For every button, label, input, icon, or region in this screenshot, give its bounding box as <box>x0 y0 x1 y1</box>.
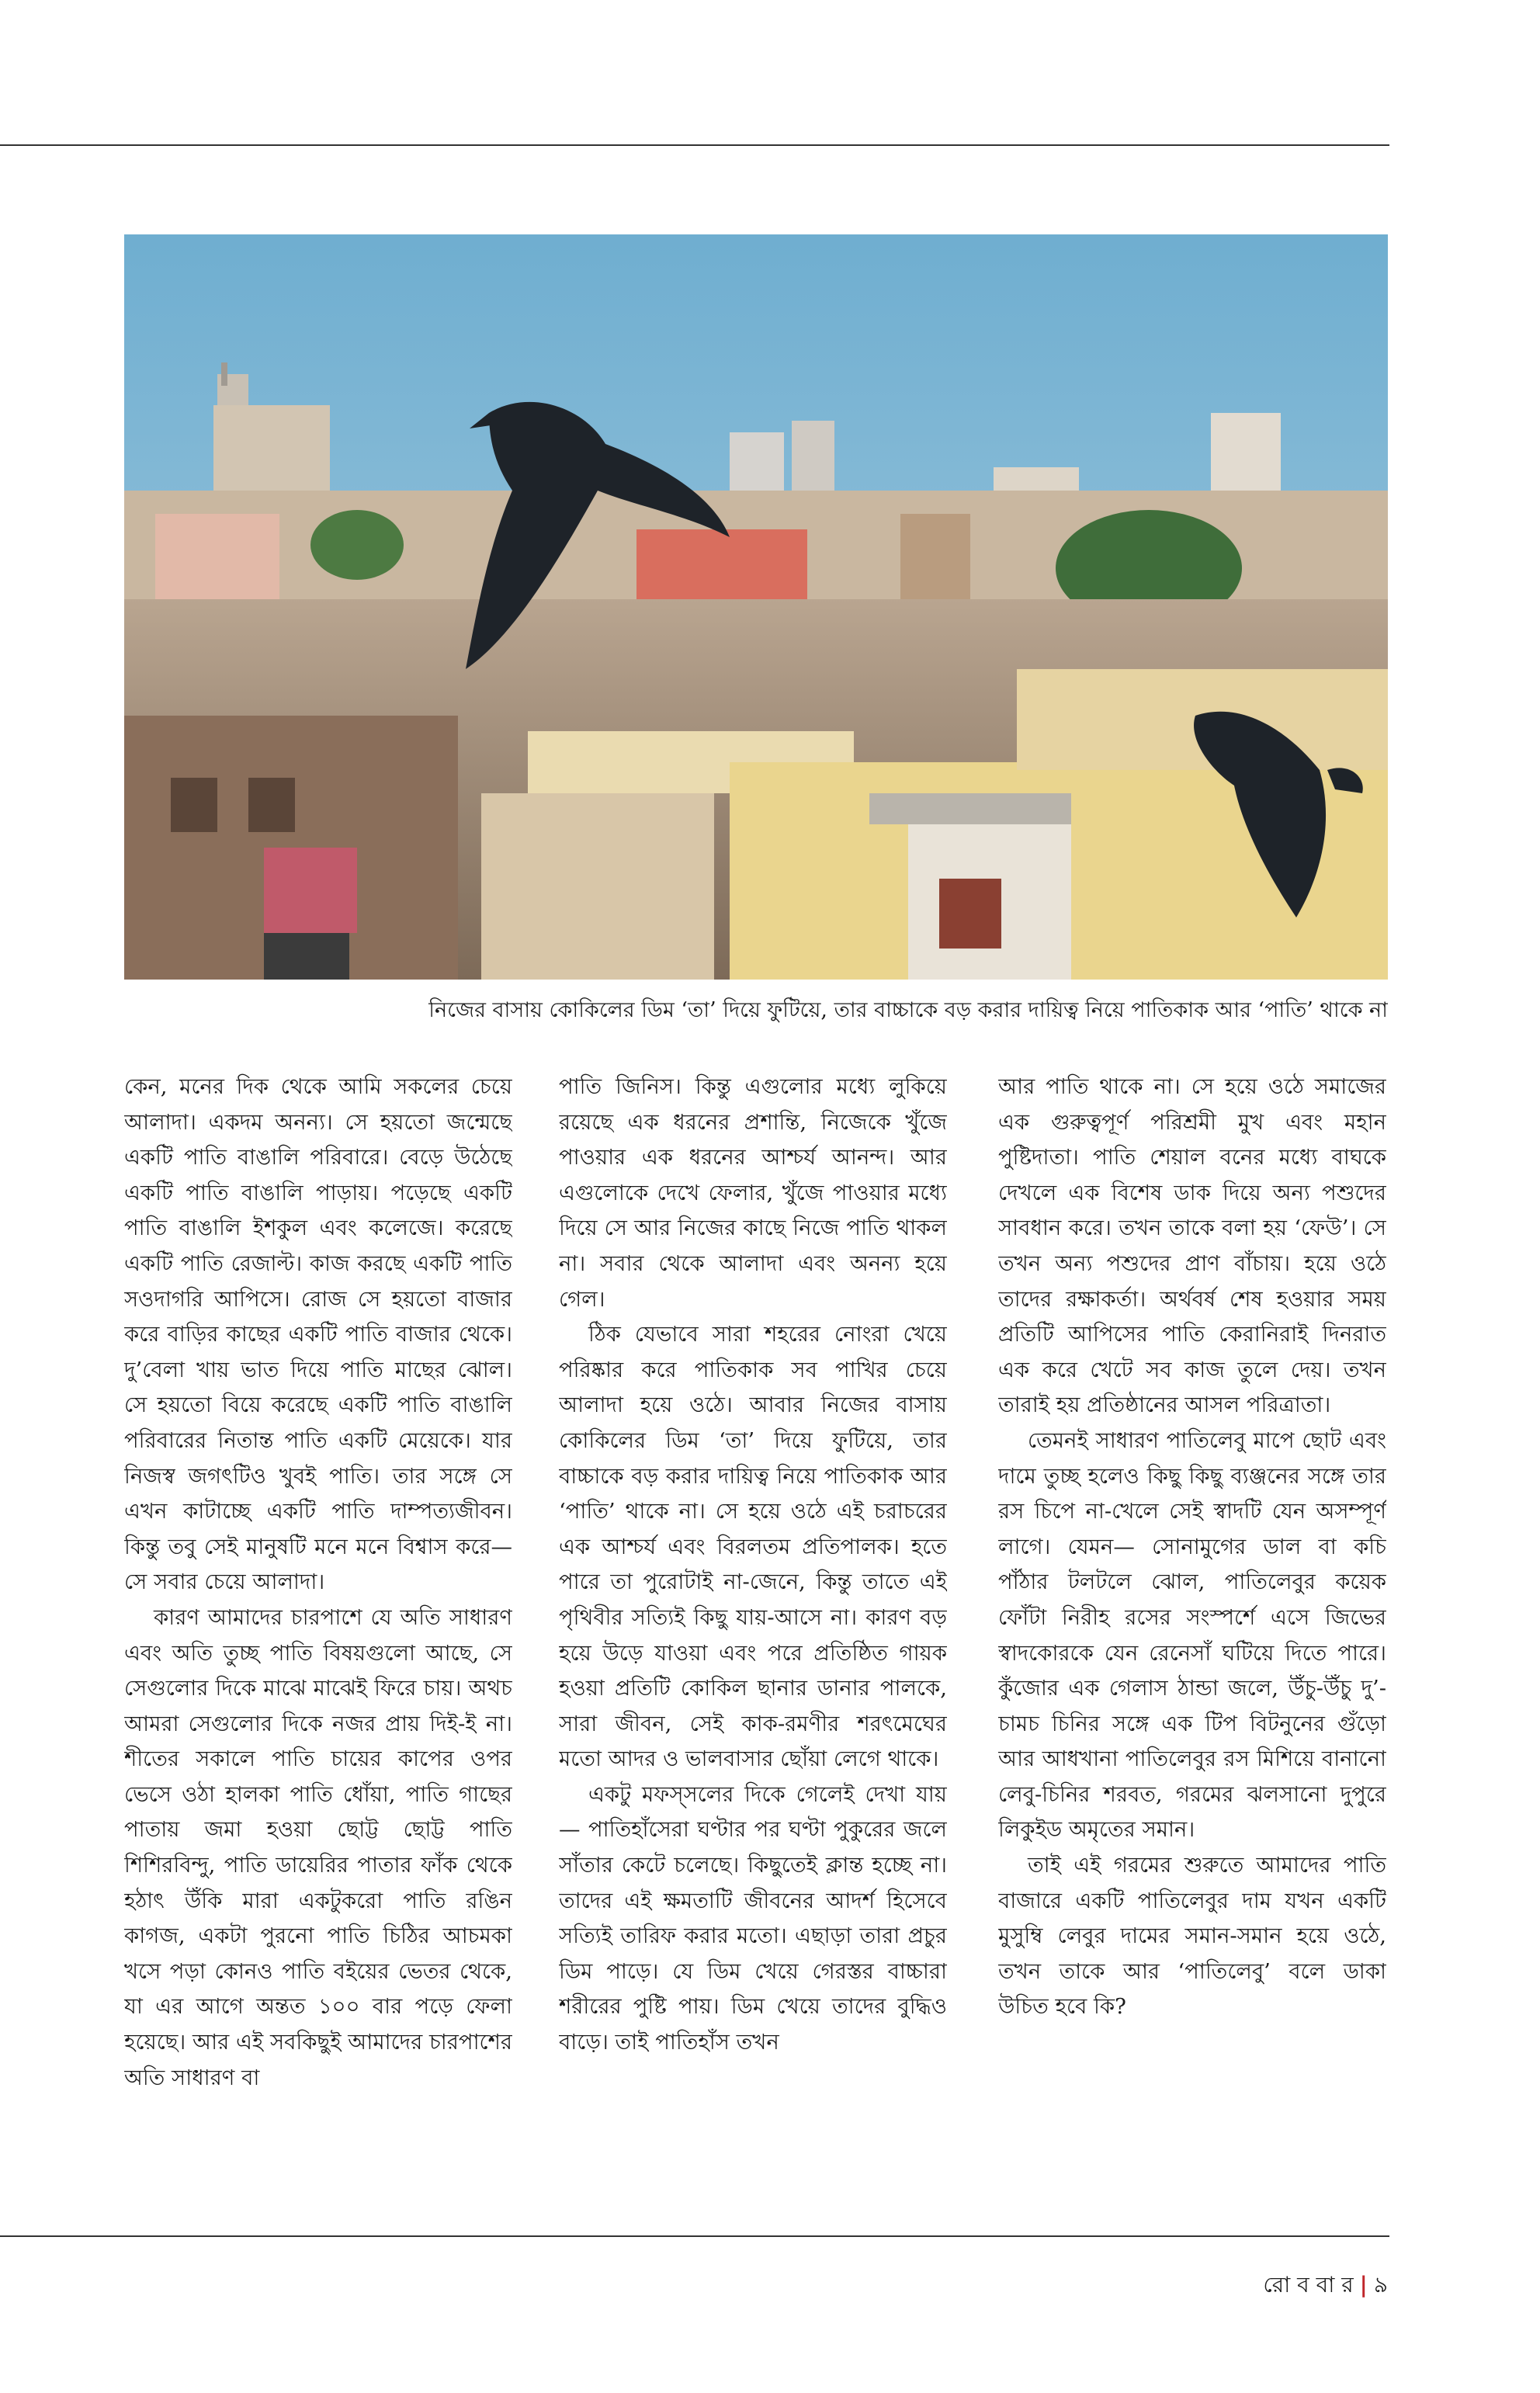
page-footer <box>1263 2266 1388 2304</box>
paragraph: কারণ আমাদের চারপাশে যে অতি সাধারণ এবং অতি তুচ্ছ পাতি বিষয়গুলো আছে, সে সেগুলোর দিকে মাঝে মাঝেই ফিরে চায়। অথচ আমরা সেগুলোর দিকে নজর প্রায় দিই-ই না। শীতের সকালে পাতি চায়ের কাপের ওপর ভেসে ওঠা হালকা পাতি ধোঁয়া, পাতি গাছের পাতায় জমা হওয়া ছোট্ট ছোট্ট পাতি শিশিরবিন্দু, পাতি ডায়েরির পাতার ফাঁক থেকে হঠাৎ উঁকি মারা একটুকরো পাতি রঙিন কাগজ, একটা পুরনো পাতি চিঠির আচমকা খসে পড়া কোনও পাতি বইয়ের ভেতর থেকে, যা এর আগে অন্তত ১০০ বার পড়ে ফেলা হয়েছে। আর এই সবকিছুই আমাদের চারপাশের অতি সাধারণ বা <box>124 1604 512 2090</box>
paragraph: কেন, মনের দিক থেকে আমি সকলের চেয়ে আলাদা। একদম অনন্য। সে হয়তো জন্মেছে একটি পাতি বাঙালি পরিবারে। বেড়ে উঠেছে একটি পাতি বাঙালি পাড়ায়। পড়েছে একটি পাতি বাঙালি ইশকুল এবং কলেজে। করেছে একটি পাতি রেজাল্ট। কাজ করছে একটি পাতি সওদাগরি আপিসে। রোজ সে হয়তো বাজার করে বাড়ির কাছের একটি পাতি বাজার থেকে। দু’বেলা খায় ভাত দিয়ে পাতি মাছের ঝোল। সে হয়তো বিয়ে করেছে একটি পাতি বাঙালি পরিবারের নিতান্ত পাতি একটি মেয়েকে। যার নিজস্ব জগৎটিও খুবই পাতি। তার সঙ্গে সে এখন কাটাচ্ছে একটি পাতি দাম্পত্যজীবন। কিন্তু তবু সেই মানুষটি মনে মনে বিশ্বাস করে— সে সবার চেয়ে আলাদা। <box>124 1074 512 1595</box>
header-rule <box>0 144 1389 146</box>
paragraph: আর পাতি থাকে না। সে হয়ে ওঠে সমাজের এক গুরুত্বপূর্ণ পরিশ্রমী মুখ এবং মহান পুষ্টিদাতা। পাতি শেয়াল বনের মধ্যে বাঘকে দেখলে এক বিশেষ ডাক দিয়ে অন্য পশুদের সাবধান করে। তখন তাকে বলা হয় ‘ফেউ’। সে তখন অন্য পশুদের প্রাণ বাঁচায়। হয়ে ওঠে তাদের রক্ষাকর্তা। অর্থবর্ষ শেষ হওয়ার সময় প্রতিটি আপিসের পাতি কেরানিরাই দিনরাত এক করে খেটে সব কাজ তুলে দেয়। তখন তারাই হয় প্রতিষ্ঠানের আসল পরিত্রাতা। <box>998 1074 1386 1418</box>
article-column-3 <box>998 1070 1386 2211</box>
article-column-1 <box>124 1070 512 2211</box>
paragraph: ঠিক যেভাবে সারা শহরের নোংরা খেয়ে পরিষ্কার করে পাতিকাক সব পাখির চেয়ে আলাদা হয়ে ওঠে। আবার নিজের বাসায় কোকিলের ডিম ‘তা’ দিয়ে ফুটিয়ে, তার বাচ্চাকে বড় করার দায়িত্ব নিয়ে পাতিকাক আর ‘পাতি’ থাকে না। সে হয়ে ওঠে এই চরাচরের এক আশ্চর্য এবং বিরলতম প্রতিপালক। হতে পারে তা পুরোটাই না-জেনে, কিন্তু তাতে এই পৃথিবীর সত্যিই কিছু যায়-আসে না। কারণ বড় হয়ে উড়ে যাওয়া এবং পরে প্রতিষ্ঠিত গায়ক হওয়া প্রতিটি কোকিল ছানার ডানার পালকে, সারা জীবন, সেই কাক-রমণীর শরৎমেঘের মতো আদর ও ভালবাসার ছোঁয়া লেগে থাকে। <box>559 1322 947 1772</box>
page-number: ৯ <box>1373 2272 1388 2298</box>
footer-rule <box>0 2235 1389 2237</box>
paragraph: তাই এই গরমের শুরুতে আমাদের পাতি বাজারে একটি পাতিলেবুর দাম যখন একটি মুসুম্বি লেবুর দামের সমান-সমান হয়ে ওঠে, তখন তাকে আর ‘পাতিলেবু’ বলে ডাকা উচিত হবে কি? <box>998 1853 1386 2020</box>
paragraph: একটু মফস্সলের দিকে গেলেই দেখা যায়— পাতিহাঁসেরা ঘণ্টার পর ঘণ্টা পুকুরের জলে সাঁতার কেটে চলেছে। কিছুতেই ক্লান্ত হচ্ছে না। তাদের এই ক্ষমতাটি জীবনের আদর্শ হিসেবে সত্যিই তারিফ করার মতো। এছাড়া তারা প্রচুর ডিম পাড়ে। যে ডিম খেয়ে গেরস্তর বাচ্চারা শরীরের পুষ্টি পায়। ডিম খেয়ে তাদের বুদ্ধিও বাড়ে। তাই পাতিহাঁস তখন <box>559 1781 947 2055</box>
article-body <box>0 1070 1540 2211</box>
footer-separator: | <box>1359 2272 1368 2298</box>
paragraph: তেমনই সাধারণ পাতিলেবু মাপে ছোট এবং দামে তুচ্ছ হলেও কিছু কিছু ব্যঞ্জনের সঙ্গে তার রস চিপে না-খেলে সেই স্বাদটি যেন অসম্পূর্ণ লাগে। যেমন— সোনামুগের ডাল বা কচি পাঁঠার টলটলে ঝোল, পাতিলেবুর কয়েক ফোঁটা নিরীহ রসের সংস্পর্শে এসে জিভের স্বাদকোরকে যেন রেনেসাঁ ঘটিয়ে দিতে পারে। কুঁজোর এক গেলাস ঠান্ডা জলে, উঁচু-উঁচু দু’-চামচ চিনির সঙ্গে এক টিপ বিটনুনের গুঁড়ো আর আধখানা পাতিলেবুর রস মিশিয়ে বানানো লেবু-চিনির শরবত, গরমের ঝলসানো দুপুরে লিকুইড অমৃতের সমান। <box>998 1427 1386 1843</box>
paragraph: পাতি জিনিস। কিন্তু এগুলোর মধ্যে লুকিয়ে রয়েছে এক ধরনের প্রশান্তি, নিজেকে খুঁজে পাওয়ার এক ধরনের আশ্চর্য আনন্দ। আর এগুলোকে দেখে ফেলার, খুঁজে পাওয়ার মধ্যে দিয়ে সে আর নিজের কাছে নিজে পাতি থাকল না। সবার থেকে আলাদা এবং অনন্য হয়ে গেল। <box>559 1074 947 1312</box>
photo-caption: নিজের বাসায় কোকিলের ডিম ‘তা’ দিয়ে ফুটিয়ে, তার বাচ্চাকে বড় করার দায়িত্ব নিয়ে পাতিকাক আর ‘পাতি’ থাকে না <box>428 998 1388 1022</box>
magazine-name: রো ব বা র <box>1263 2272 1354 2298</box>
crows-over-city-photo <box>124 234 1388 980</box>
article-column-2 <box>559 1070 947 2211</box>
